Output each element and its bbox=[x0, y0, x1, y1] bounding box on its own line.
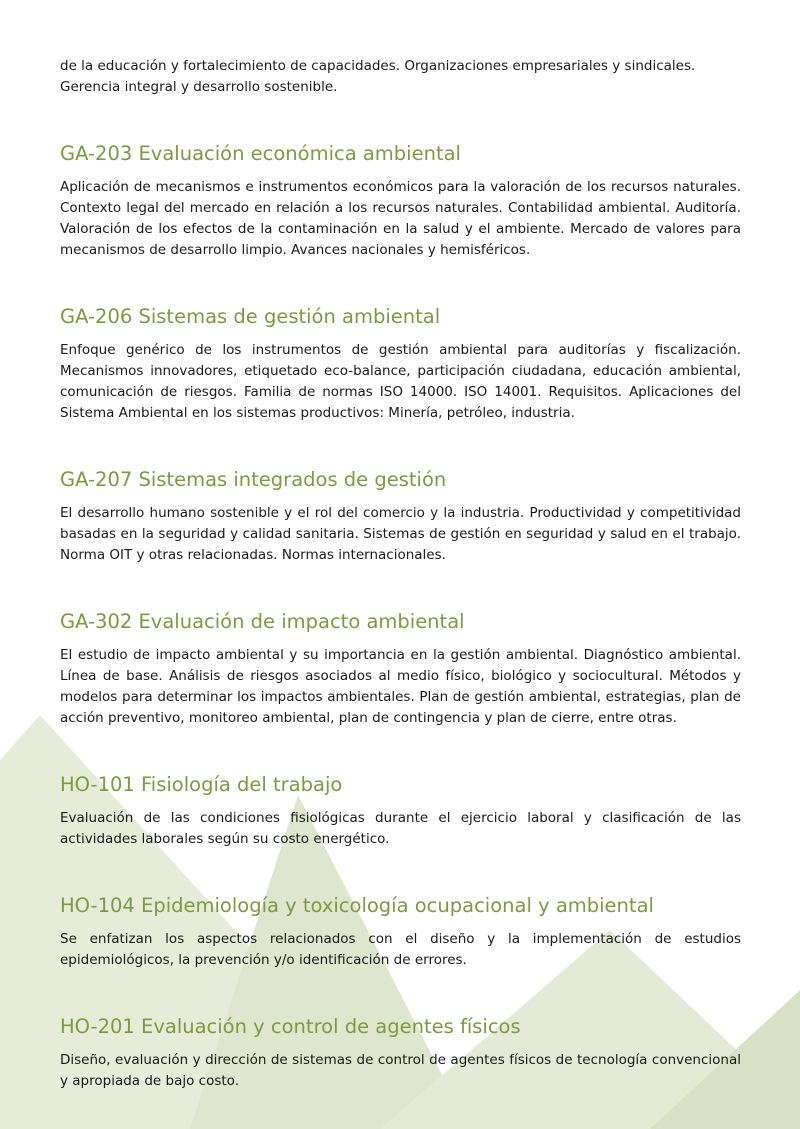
course-title: GA-206 Sistemas de gestión ambiental bbox=[60, 305, 441, 328]
course-description: Evaluación de las condiciones fisiológicas durante el ejercicio laboral y clasificación de las actividades laborales según su costo energético. bbox=[60, 810, 741, 847]
course-ho-101 bbox=[60, 773, 741, 850]
course-title: GA-207 Sistemas integrados de gestión bbox=[60, 468, 447, 491]
intro-paragraph: de la educación y fortalecimiento de capacidades. Organizaciones empresariales y sindicales. Gerencia integral y desarrollo sostenible. bbox=[60, 58, 696, 95]
course-description: El estudio de impacto ambiental y su importancia en la gestión ambiental. Diagnóstico ambiental. Línea de base. Análisis de riesgos asociados al medio físico, biológico y sociocultural. Métodos y modelos para determinar los impactos ambientales. Plan de gestión ambiental, estrategias, plan de acción preventivo, monitoreo ambiental, plan de contingencia y plan de cierre, entre otras. bbox=[60, 647, 741, 726]
course-ho-104 bbox=[60, 894, 741, 971]
course-description: Aplicación de mecanismos e instrumentos económicos para la valoración de los recursos naturales. Contexto legal del mercado en relación a los recursos naturales. Contabilidad ambiental. Auditoría. Valoración de los efectos de la contaminación en la salud y el ambiente. Mercado de valores para mecanismos de desarrollo limpio. Avances nacionales y hemisféricos. bbox=[60, 179, 741, 258]
course-description: Enfoque genérico de los instrumentos de gestión ambiental para auditorías y fiscalización. Mecanismos innovadores, etiquetado eco-balance, participación ciudadana, educación ambiental, comunicación de riesgos. Familia de normas ISO 14000. ISO 14001. Requisitos. Aplicaciones del Sistema Ambiental en los sistemas productivos: Minería, petróleo, industria. bbox=[60, 342, 741, 421]
course-description: Se enfatizan los aspectos relacionados con el diseño y la implementación de estudios epidemiológicos, la prevención y/o identificación de errores. bbox=[60, 931, 741, 968]
course-title: HO-201 Evaluación y control de agentes físicos bbox=[60, 1015, 521, 1038]
course-ga-207 bbox=[60, 468, 741, 566]
course-title: HO-104 Epidemiología y toxicología ocupacional y ambiental bbox=[60, 894, 654, 917]
course-description: Diseño, evaluación y dirección de sistemas de control de agentes físicos de tecnología convencional y apropiada de bajo costo. bbox=[60, 1052, 741, 1089]
course-ho-201 bbox=[60, 1015, 741, 1092]
course-description: El desarrollo humano sostenible y el rol del comercio y la industria. Productividad y competitividad basadas en la seguridad y calidad sanitaria. Sistemas de gestión en seguridad y salud en el trabajo. Norma OIT y otras relacionadas. Normas internacionales. bbox=[60, 505, 741, 563]
page-content bbox=[60, 56, 741, 1092]
course-ga-302 bbox=[60, 610, 741, 729]
course-title: GA-302 Evaluación de impacto ambiental bbox=[60, 610, 465, 633]
course-title: HO-101 Fisiología del trabajo bbox=[60, 773, 343, 796]
course-title: GA-203 Evaluación económica ambiental bbox=[60, 142, 461, 165]
course-ga-203 bbox=[60, 142, 741, 261]
course-ga-206 bbox=[60, 305, 741, 424]
